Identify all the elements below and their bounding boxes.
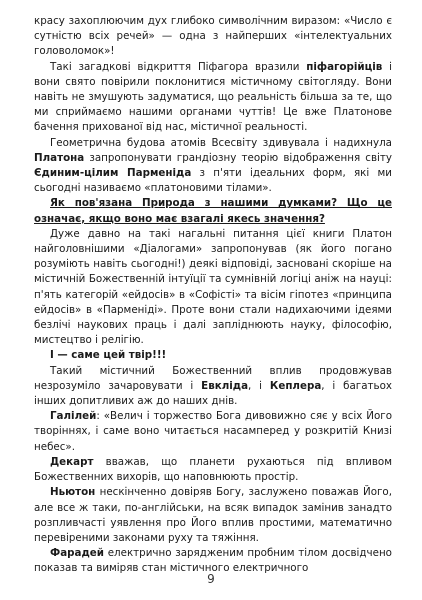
pythagoreans-term: піфагорійців (306, 60, 383, 73)
newton-name: Ньютон (50, 486, 96, 499)
plato-name: Платона (34, 151, 85, 164)
paragraph-4-text: Дуже давно на такі нагальні питання цієї книги Платон найголовнішими «Діалогами» запропонував (як його погано розуміють навіть сьогодні!) деякі відповіді, засновані скоріше на містичній Божественній інтуїції та сумнівній логіці аніж на науці: п'ять категорій «ейдосів» в «Софісті» та вісім гіпотез «принципа ейдосів» в «Парменіді». Проте вони стали надихаючими ідеями безлічі наукових праць і далі запліднюють науку, філософію, мистецтво і релігію. (34, 227, 392, 347)
question-heading (34, 196, 392, 226)
paragraph-3-text-e: з п'яти ідеальних форм, які ми сьогодні називаємо «платоновими тілами». (34, 167, 392, 195)
paragraph-2-text-c: і вони свято повірили поклонитися містичному світогляду. Вони навіть не змушують задуматися, що реальність більша за те, що ми сприймаємо нашими органами чуттів! Це вже Платонове бачення прихованої від нас, містичної реальності. (34, 60, 392, 134)
parmenides-term: Єдиним-цілим Парменіда (34, 167, 192, 180)
paragraph-7-text: : «Велич і торжество Бога дивовижно сяє у всіх Його творіннях, і саме воно читається насамперед у розкритій Книзі небес». (34, 410, 392, 453)
paragraph-3 (34, 136, 392, 197)
paragraph-2 (34, 60, 392, 136)
paragraph-6 (34, 364, 392, 410)
paragraph-9 (34, 485, 392, 546)
paragraph-5 (34, 348, 392, 363)
paragraph-5-text: І — саме цей твір!!! (50, 349, 167, 362)
descartes-name: Декарт (50, 455, 94, 468)
paragraph-6-text-a: Такий містичний Божественний вплив продовжував незрозуміло зачаровувати і (34, 364, 392, 392)
paragraph-1 (34, 14, 392, 60)
faraday-name: Фарадей (50, 547, 104, 560)
paragraph-1-text: красу захоплюючим дух глибоко символічним виразом: «Число є сутністю всіх речей» — одна з найперших «інтелектуальних головоломок»! (34, 15, 392, 58)
paragraph-7 (34, 409, 392, 455)
paragraph-4 (34, 227, 392, 349)
paragraph-9-text: нескінченно довіряв Богу, заслужено поважав Його, але все ж таки, по-англійськи, на всяк випадок замінив занадто розпливчасті уявлення про Його вплив простими, математично перевіреними законами руху та тяжіння. (34, 486, 392, 544)
paragraph-3-text-a: Геометрична будова атомів Всесвіту здивувала і надихнула (50, 136, 392, 149)
page-text (34, 14, 392, 577)
page-number: 9 (207, 572, 215, 586)
paragraph-3-text-c: запропонувати грандіозну теорію відображення світу (84, 151, 392, 164)
paragraph-8-text: вважав, що планети рухаються під впливом Божественних вихорів, що наповнюють простір. (34, 455, 392, 484)
euclid-name: Евкліда (201, 379, 249, 392)
paragraph-6-text-c: , і (248, 379, 270, 392)
paragraph-10-text: електрично зарядженим пробним тілом досвідчено показав та виміряв стан містичного електричного (34, 547, 392, 575)
question-text: Як пов'язана Природа з нашими думками? Що це означає, якщо воно має взагалі якесь значення? (34, 197, 392, 225)
paragraph-8 (34, 455, 392, 485)
galileo-name: Галілей (50, 410, 97, 423)
paragraph-6-text-e: , і багатьох інших допитливих аж до наших днів. (34, 379, 392, 408)
kepler-name: Кеплера (269, 379, 322, 392)
paragraph-2-text-a: Такі загадкові відкриття Піфагора вразили (50, 60, 307, 73)
